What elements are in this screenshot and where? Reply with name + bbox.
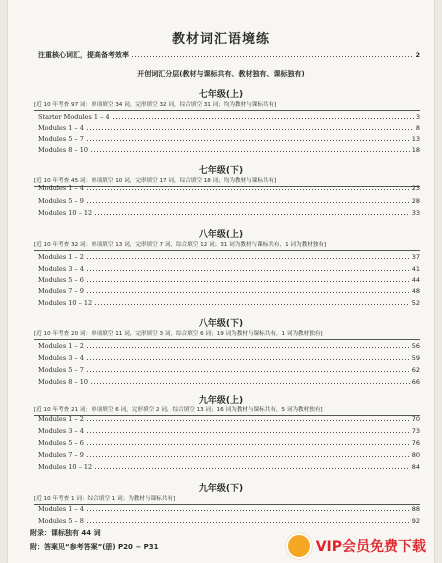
toc-entry-label: Modules 3 – 4: [38, 427, 84, 435]
toc-entry-page: 70: [411, 415, 420, 423]
toc-entry-page: 66: [411, 378, 420, 386]
section-note: [近 10 年考查 45 词：单项填空 10 词，完形填空 17 词，综合填空 18 词；均为教材与课标共有]: [34, 178, 277, 184]
toc-entry-page: 88: [411, 505, 420, 513]
leader-dots: [112, 118, 414, 119]
toc-entry[interactable]: [38, 448, 420, 459]
document-page: [8, 0, 434, 563]
leader-dots: [90, 151, 410, 152]
leader-dots: [86, 420, 410, 421]
leader-dots: [86, 359, 410, 360]
toc-entry[interactable]: [38, 284, 420, 295]
toc-entry[interactable]: [38, 132, 420, 143]
toc-entry-label: Modules 8 – 10: [38, 146, 89, 154]
toc-entry[interactable]: [38, 502, 420, 513]
leader-dots: [86, 522, 410, 523]
toc-entry-label: Modules 10 – 12: [38, 299, 93, 307]
toc-entry[interactable]: [38, 262, 420, 273]
toc-entry-label: Modules 5 – 6: [38, 276, 84, 284]
toc-entry-page: 3: [415, 113, 420, 121]
leader-dots: [86, 189, 410, 190]
toc-entry-page: 33: [411, 209, 420, 217]
leader-dots: [86, 258, 410, 259]
toc-entry-page: 92: [411, 517, 420, 525]
watermark-text: VIP会员免费下载: [315, 539, 426, 555]
leader-dots: [86, 292, 410, 293]
toc-entry-page: 41: [411, 265, 420, 273]
toc-entry-label: Modules 5 – 8: [38, 517, 84, 525]
toc-entry-label: Modules 5 – 7: [38, 135, 84, 143]
leader-dots: [86, 444, 410, 445]
grade-heading: 八年级(下): [198, 319, 244, 329]
toc-entry[interactable]: [38, 514, 420, 525]
leader-dots: [86, 456, 410, 457]
toc-entry-page: 76: [411, 439, 420, 447]
toc-entry[interactable]: [38, 460, 420, 471]
leader-dots: [86, 510, 410, 511]
toc-entry-label: Modules 1 – 2: [38, 415, 84, 423]
toc-entry-page: 62: [411, 366, 420, 374]
leader-dots: [86, 347, 410, 348]
toc-entry-label: Modules 5 – 7: [38, 366, 84, 374]
grade-heading: 九年级(下): [198, 484, 244, 494]
subtitle: 开创词汇分层(教材与课标共有、教材独有、课标独有): [137, 70, 305, 78]
toc-entry[interactable]: [38, 250, 420, 261]
leader-dots: [86, 432, 410, 433]
toc-entry-page: 8: [415, 124, 420, 132]
leader-dots: [86, 371, 410, 372]
toc-entry[interactable]: [38, 412, 420, 423]
leader-dots: [86, 129, 414, 130]
toc-entry[interactable]: [38, 194, 420, 205]
toc-entry[interactable]: [38, 424, 420, 435]
toc-entry[interactable]: [38, 143, 420, 154]
toc-entry-page: 73: [411, 427, 420, 435]
toc-entry[interactable]: [38, 363, 420, 374]
leader-dots: [94, 214, 410, 215]
grade-heading: 七年级(上): [198, 90, 244, 100]
toc-entry-page: 59: [411, 354, 420, 362]
toc-entry-label: Modules 1 – 4: [38, 124, 84, 132]
toc-entry-page: 56: [411, 342, 420, 350]
grade-heading: 九年级(上): [198, 396, 244, 406]
toc-entry-intro[interactable]: [38, 48, 420, 59]
toc-entry-label: Modules 3 – 4: [38, 354, 84, 362]
toc-entry-page: 80: [411, 451, 420, 459]
toc-entry-label: Modules 3 – 4: [38, 265, 84, 273]
toc-entry[interactable]: [38, 339, 420, 350]
leader-dots: [86, 202, 410, 203]
section-note: [近 10 年考查 21 词：单项填空 6 词，完形填空 2 词，综合填空 13 词；16 词为教材与课标共有，5 词为教材独有]: [34, 407, 323, 413]
toc-entry-page: 37: [411, 253, 420, 261]
toc-entry[interactable]: [38, 110, 420, 121]
toc-entry-page: 18: [411, 146, 420, 154]
toc-entry-label: Modules 1 – 2: [38, 342, 84, 350]
leader-dots: [131, 56, 413, 57]
toc-entry-label: Modules 5 – 6: [38, 439, 84, 447]
toc-entry-label: Modules 7 – 9: [38, 451, 84, 459]
toc-entry-label: Modules 1 – 4: [38, 184, 84, 192]
vip-badge-icon: [286, 533, 312, 559]
grade-heading: 七年级(下): [198, 166, 244, 176]
toc-entry[interactable]: [38, 436, 420, 447]
section-note: [近 10 年考查 97 词：单项填空 34 词，完形填空 32 词，综合填空 31 词；均为教材与课标共有]: [34, 102, 277, 108]
toc-entry-page: 44: [411, 276, 420, 284]
section-note: [近 10 年考查 1 词：综合填空 1 词；为教材与课标共有]: [34, 496, 176, 502]
leader-dots: [86, 270, 410, 271]
toc-entry-page: 13: [411, 135, 420, 143]
toc-entry[interactable]: [38, 351, 420, 362]
leader-dots: [94, 468, 410, 469]
toc-entry-label: Modules 8 – 10: [38, 378, 89, 386]
page-title: 教材词汇语境练: [171, 32, 270, 47]
toc-entry-label: Modules 1 – 2: [38, 253, 84, 261]
toc-entry[interactable]: [38, 375, 420, 386]
toc-entry-page: 23: [411, 184, 420, 192]
toc-entry-page: 48: [411, 287, 420, 295]
toc-entry-label: 注重核心词汇，提高备考效率: [38, 51, 129, 59]
toc-entry[interactable]: [38, 296, 420, 307]
answers-note: 附：答案见“参考答案”(册) P20 ~ P31: [30, 543, 159, 551]
leader-dots: [94, 304, 410, 305]
toc-entry-label: Modules 10 – 12: [38, 463, 93, 471]
toc-entry[interactable]: [38, 121, 420, 132]
toc-entry-label: Starter Modules 1 – 4: [38, 113, 110, 121]
toc-entry-label: Modules 10 – 12: [38, 209, 93, 217]
leader-dots: [90, 383, 410, 384]
vip-watermark: [286, 533, 426, 559]
grade-heading: 八年级(上): [198, 230, 244, 240]
toc-entry[interactable]: [38, 181, 420, 192]
toc-entry[interactable]: [38, 273, 420, 284]
toc-entry-label: Modules 1 – 4: [38, 505, 84, 513]
toc-entry-page: 52: [411, 299, 420, 307]
toc-entry-label: Modules 5 – 9: [38, 197, 84, 205]
leader-dots: [86, 281, 410, 282]
section-note: [近 10 年考查 20 词：单项填空 11 词，完形填空 3 词，综合填空 6 词；19 词为教材与课标共有，1 词为教材独有]: [34, 331, 323, 337]
toc-entry-page: 2: [415, 51, 420, 59]
toc-entry-page: 28: [411, 197, 420, 205]
toc-entry[interactable]: [38, 206, 420, 217]
leader-dots: [86, 140, 410, 141]
appendix-note: 附录：课标独有 44 词: [30, 529, 101, 537]
toc-entry-page: 84: [411, 463, 420, 471]
section-note: [近 10 年考查 32 词：单项填空 13 词，完形填空 7 词，综合填空 12 词；31 词为教材与课标共有，1 词为教材独有]: [34, 242, 327, 248]
toc-entry-label: Modules 7 – 9: [38, 287, 84, 295]
